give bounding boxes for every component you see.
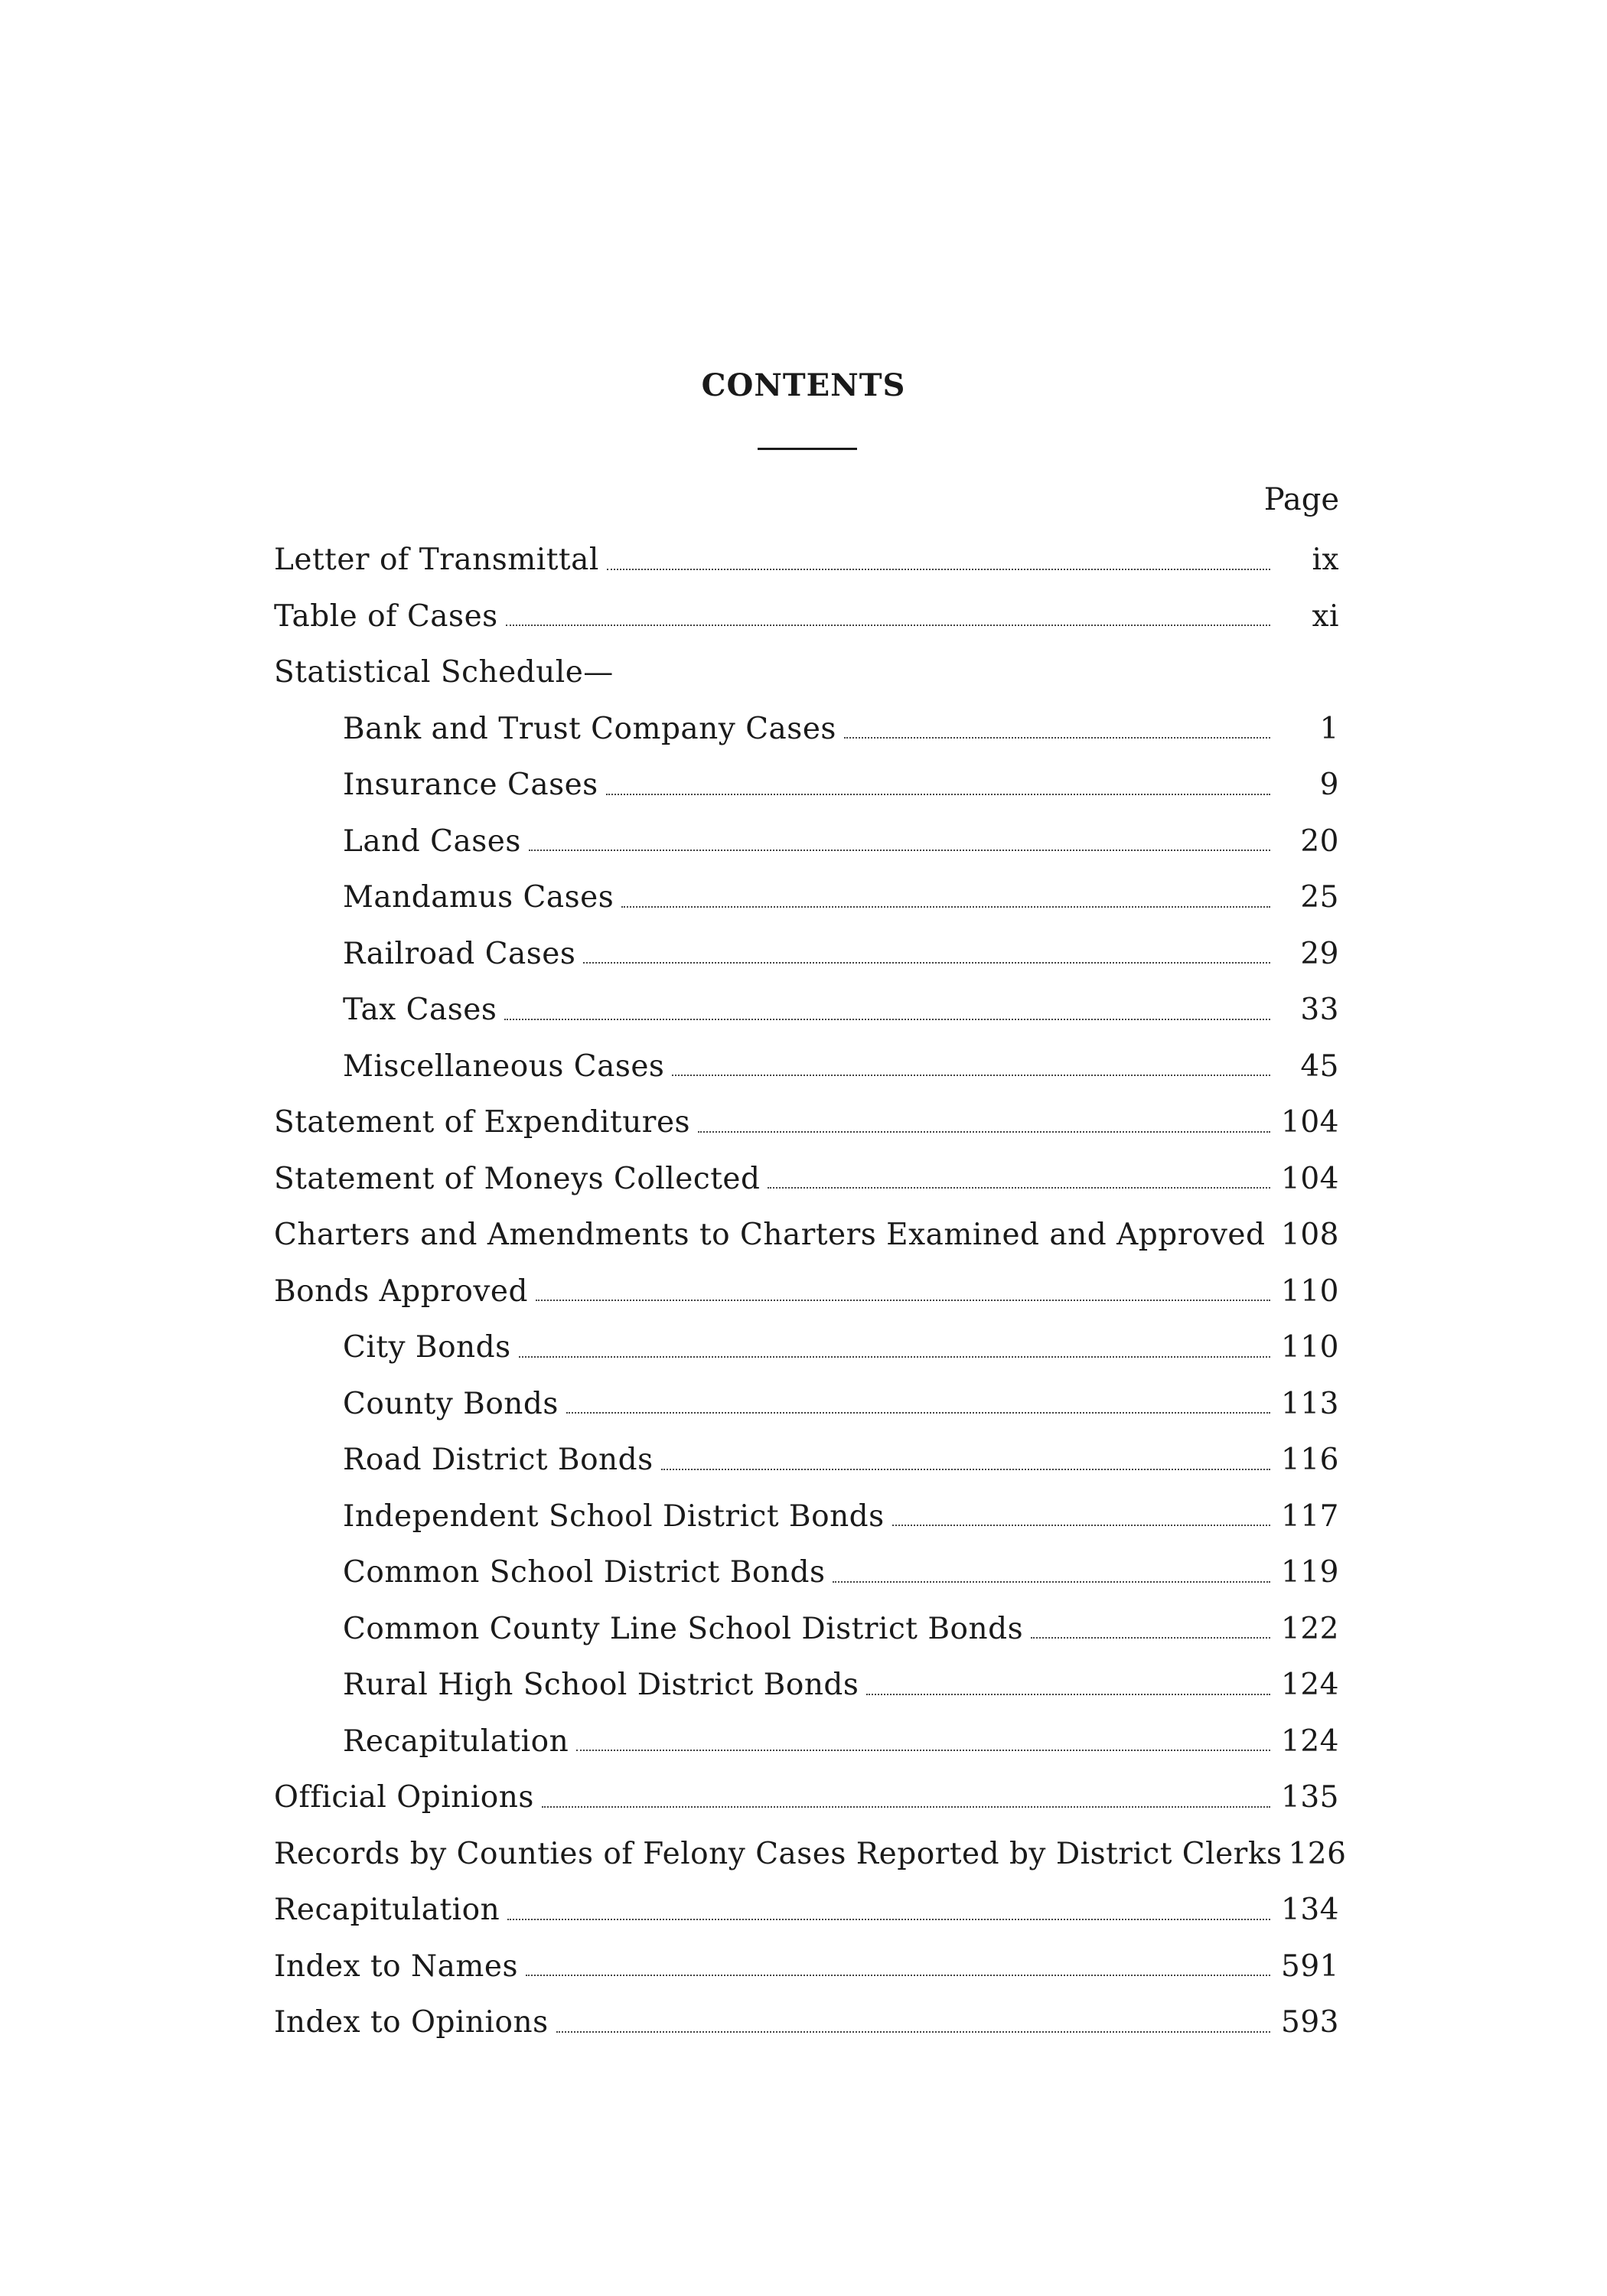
toc-entry-page-number: 29 — [1300, 936, 1339, 971]
toc-entry-label: County Bonds — [343, 1386, 559, 1421]
toc-dot-leader — [529, 850, 1270, 851]
toc-entry-page-number: 9 — [1319, 768, 1339, 803]
toc-entry — [274, 589, 1339, 645]
toc-entry-page-number: 126 — [1288, 1836, 1347, 1871]
toc-dot-leader — [1031, 1637, 1270, 1639]
page-column-header: Page — [1263, 482, 1339, 517]
toc-entry-page-number: 134 — [1281, 1893, 1339, 1928]
toc-entry-label: Statistical Schedule— — [274, 655, 614, 690]
toc-entry-label: Independent School District Bonds — [343, 1499, 885, 1534]
toc-entry — [274, 1826, 1347, 1883]
toc-entry-label: Records by Counties of Felony Cases Reported by District Clerks — [274, 1836, 1283, 1871]
toc-dot-leader — [566, 1412, 1270, 1414]
toc-entry — [274, 1376, 1339, 1433]
toc-entry — [274, 1601, 1339, 1658]
toc-dot-leader — [892, 1525, 1270, 1526]
toc-dot-leader — [661, 1469, 1270, 1470]
toc-entry-page-number: ix — [1312, 543, 1339, 578]
toc-entry-label: Recapitulation — [343, 1724, 569, 1759]
toc-entry — [274, 982, 1339, 1039]
toc-entry-page-number: 110 — [1281, 1330, 1339, 1365]
toc-dot-leader — [833, 1581, 1270, 1583]
toc-dot-leader — [556, 2031, 1270, 2033]
toc-entry-page-number: 124 — [1281, 1724, 1339, 1759]
toc-entry-label: Charters and Amendments to Charters Examined and Approved — [274, 1218, 1266, 1253]
toc-entry-page-number: 124 — [1281, 1668, 1339, 1703]
toc-entry-label: Railroad Cases — [343, 936, 576, 971]
toc-entry — [274, 644, 1339, 701]
toc-entry-page-number: 1 — [1319, 711, 1339, 746]
toc-entry-label: Letter of Transmittal — [274, 543, 599, 578]
toc-dot-leader — [698, 1131, 1270, 1133]
toc-entry-page-number: 135 — [1281, 1780, 1339, 1815]
toc-dot-leader — [519, 1356, 1270, 1358]
toc-dot-leader — [507, 1919, 1270, 1920]
toc-entry — [274, 1657, 1339, 1714]
toc-dot-leader — [504, 1019, 1270, 1020]
toc-entry-page-number: 591 — [1281, 1949, 1339, 1984]
toc-entry-label: Rural High School District Bonds — [343, 1668, 859, 1703]
toc-entry — [274, 1769, 1339, 1826]
toc-dot-leader — [526, 1975, 1270, 1976]
toc-entry-page-number: 116 — [1281, 1443, 1339, 1478]
toc-entry-label: City Bonds — [343, 1330, 511, 1365]
toc-entry — [274, 1264, 1339, 1320]
toc-entry-label: Bonds Approved — [274, 1274, 528, 1309]
toc-dot-leader — [672, 1075, 1270, 1076]
toc-entry — [274, 1994, 1339, 2051]
toc-entry-page-number: 104 — [1281, 1161, 1339, 1196]
toc-entry — [274, 1544, 1339, 1601]
toc-entry-label: Common County Line School District Bonds — [343, 1611, 1024, 1646]
title-rule — [758, 448, 857, 450]
toc-entry-page-number: 110 — [1281, 1274, 1339, 1309]
toc-entry-page-number: 33 — [1300, 993, 1339, 1028]
toc-entry-page-number: 593 — [1281, 2005, 1339, 2040]
page-title: CONTENTS — [701, 367, 906, 403]
toc-entry-page-number: 20 — [1300, 823, 1339, 859]
toc-entry — [274, 926, 1339, 983]
toc-entry-page-number: 113 — [1281, 1386, 1339, 1421]
toc-entry-label: Official Opinions — [274, 1780, 534, 1815]
toc-entry — [274, 1319, 1339, 1376]
toc-entry — [274, 1939, 1339, 1995]
toc-entry — [274, 869, 1339, 926]
toc-entry-label: Recapitulation — [274, 1893, 500, 1928]
toc-entry-label: Common School District Bonds — [343, 1555, 826, 1590]
toc-entry-label: Index to Opinions — [274, 2005, 549, 2040]
toc-entry-page-number: 119 — [1281, 1555, 1339, 1590]
toc-entry-label: Statement of Expenditures — [274, 1105, 691, 1140]
toc-entry-page-number: 25 — [1300, 880, 1339, 915]
toc-entry-label: Index to Names — [274, 1949, 518, 1984]
toc-entry-label: Insurance Cases — [343, 768, 598, 803]
toc-dot-leader — [606, 794, 1270, 795]
toc-dot-leader — [506, 625, 1270, 626]
toc-entry — [274, 1432, 1339, 1489]
toc-dot-leader — [866, 1694, 1270, 1695]
toc-entry-page-number: 104 — [1281, 1105, 1339, 1140]
toc-entry-label: Bank and Trust Company Cases — [343, 711, 836, 746]
toc-entry — [274, 757, 1339, 814]
toc-entry-page-number: 117 — [1281, 1499, 1339, 1534]
toc-entry — [274, 701, 1339, 758]
toc-entry — [274, 814, 1339, 870]
toc-dot-leader — [621, 906, 1270, 908]
toc-entry — [274, 1151, 1339, 1208]
toc-dot-leader — [583, 962, 1270, 964]
toc-entry — [274, 1489, 1339, 1545]
toc-entry-label: Road District Bonds — [343, 1443, 654, 1478]
toc-dot-leader — [542, 1806, 1270, 1808]
toc-entry — [274, 1207, 1339, 1264]
toc-entry — [274, 1039, 1339, 1095]
toc-entry-label: Miscellaneous Cases — [343, 1049, 665, 1084]
toc-entry-label: Mandamus Cases — [343, 880, 614, 915]
toc-entry-page-number: 108 — [1281, 1218, 1339, 1253]
toc-entry — [274, 1094, 1339, 1151]
toc-entry-page-number: 45 — [1300, 1049, 1339, 1084]
toc-entry-label: Land Cases — [343, 823, 521, 859]
toc-entry-label: Statement of Moneys Collected — [274, 1161, 761, 1196]
table-of-contents — [274, 532, 1347, 2051]
toc-entry — [274, 1882, 1339, 1939]
toc-entry-page-number: 122 — [1281, 1611, 1339, 1646]
toc-entry-label: Tax Cases — [343, 993, 497, 1028]
toc-entry-page-number: xi — [1312, 598, 1339, 634]
toc-dot-leader — [576, 1750, 1270, 1751]
toc-entry — [274, 1714, 1339, 1770]
toc-dot-leader — [607, 569, 1270, 570]
toc-dot-leader — [844, 737, 1270, 739]
toc-entry-label: Table of Cases — [274, 598, 498, 634]
toc-entry — [274, 532, 1339, 589]
toc-dot-leader — [536, 1300, 1270, 1301]
toc-dot-leader — [768, 1187, 1270, 1189]
